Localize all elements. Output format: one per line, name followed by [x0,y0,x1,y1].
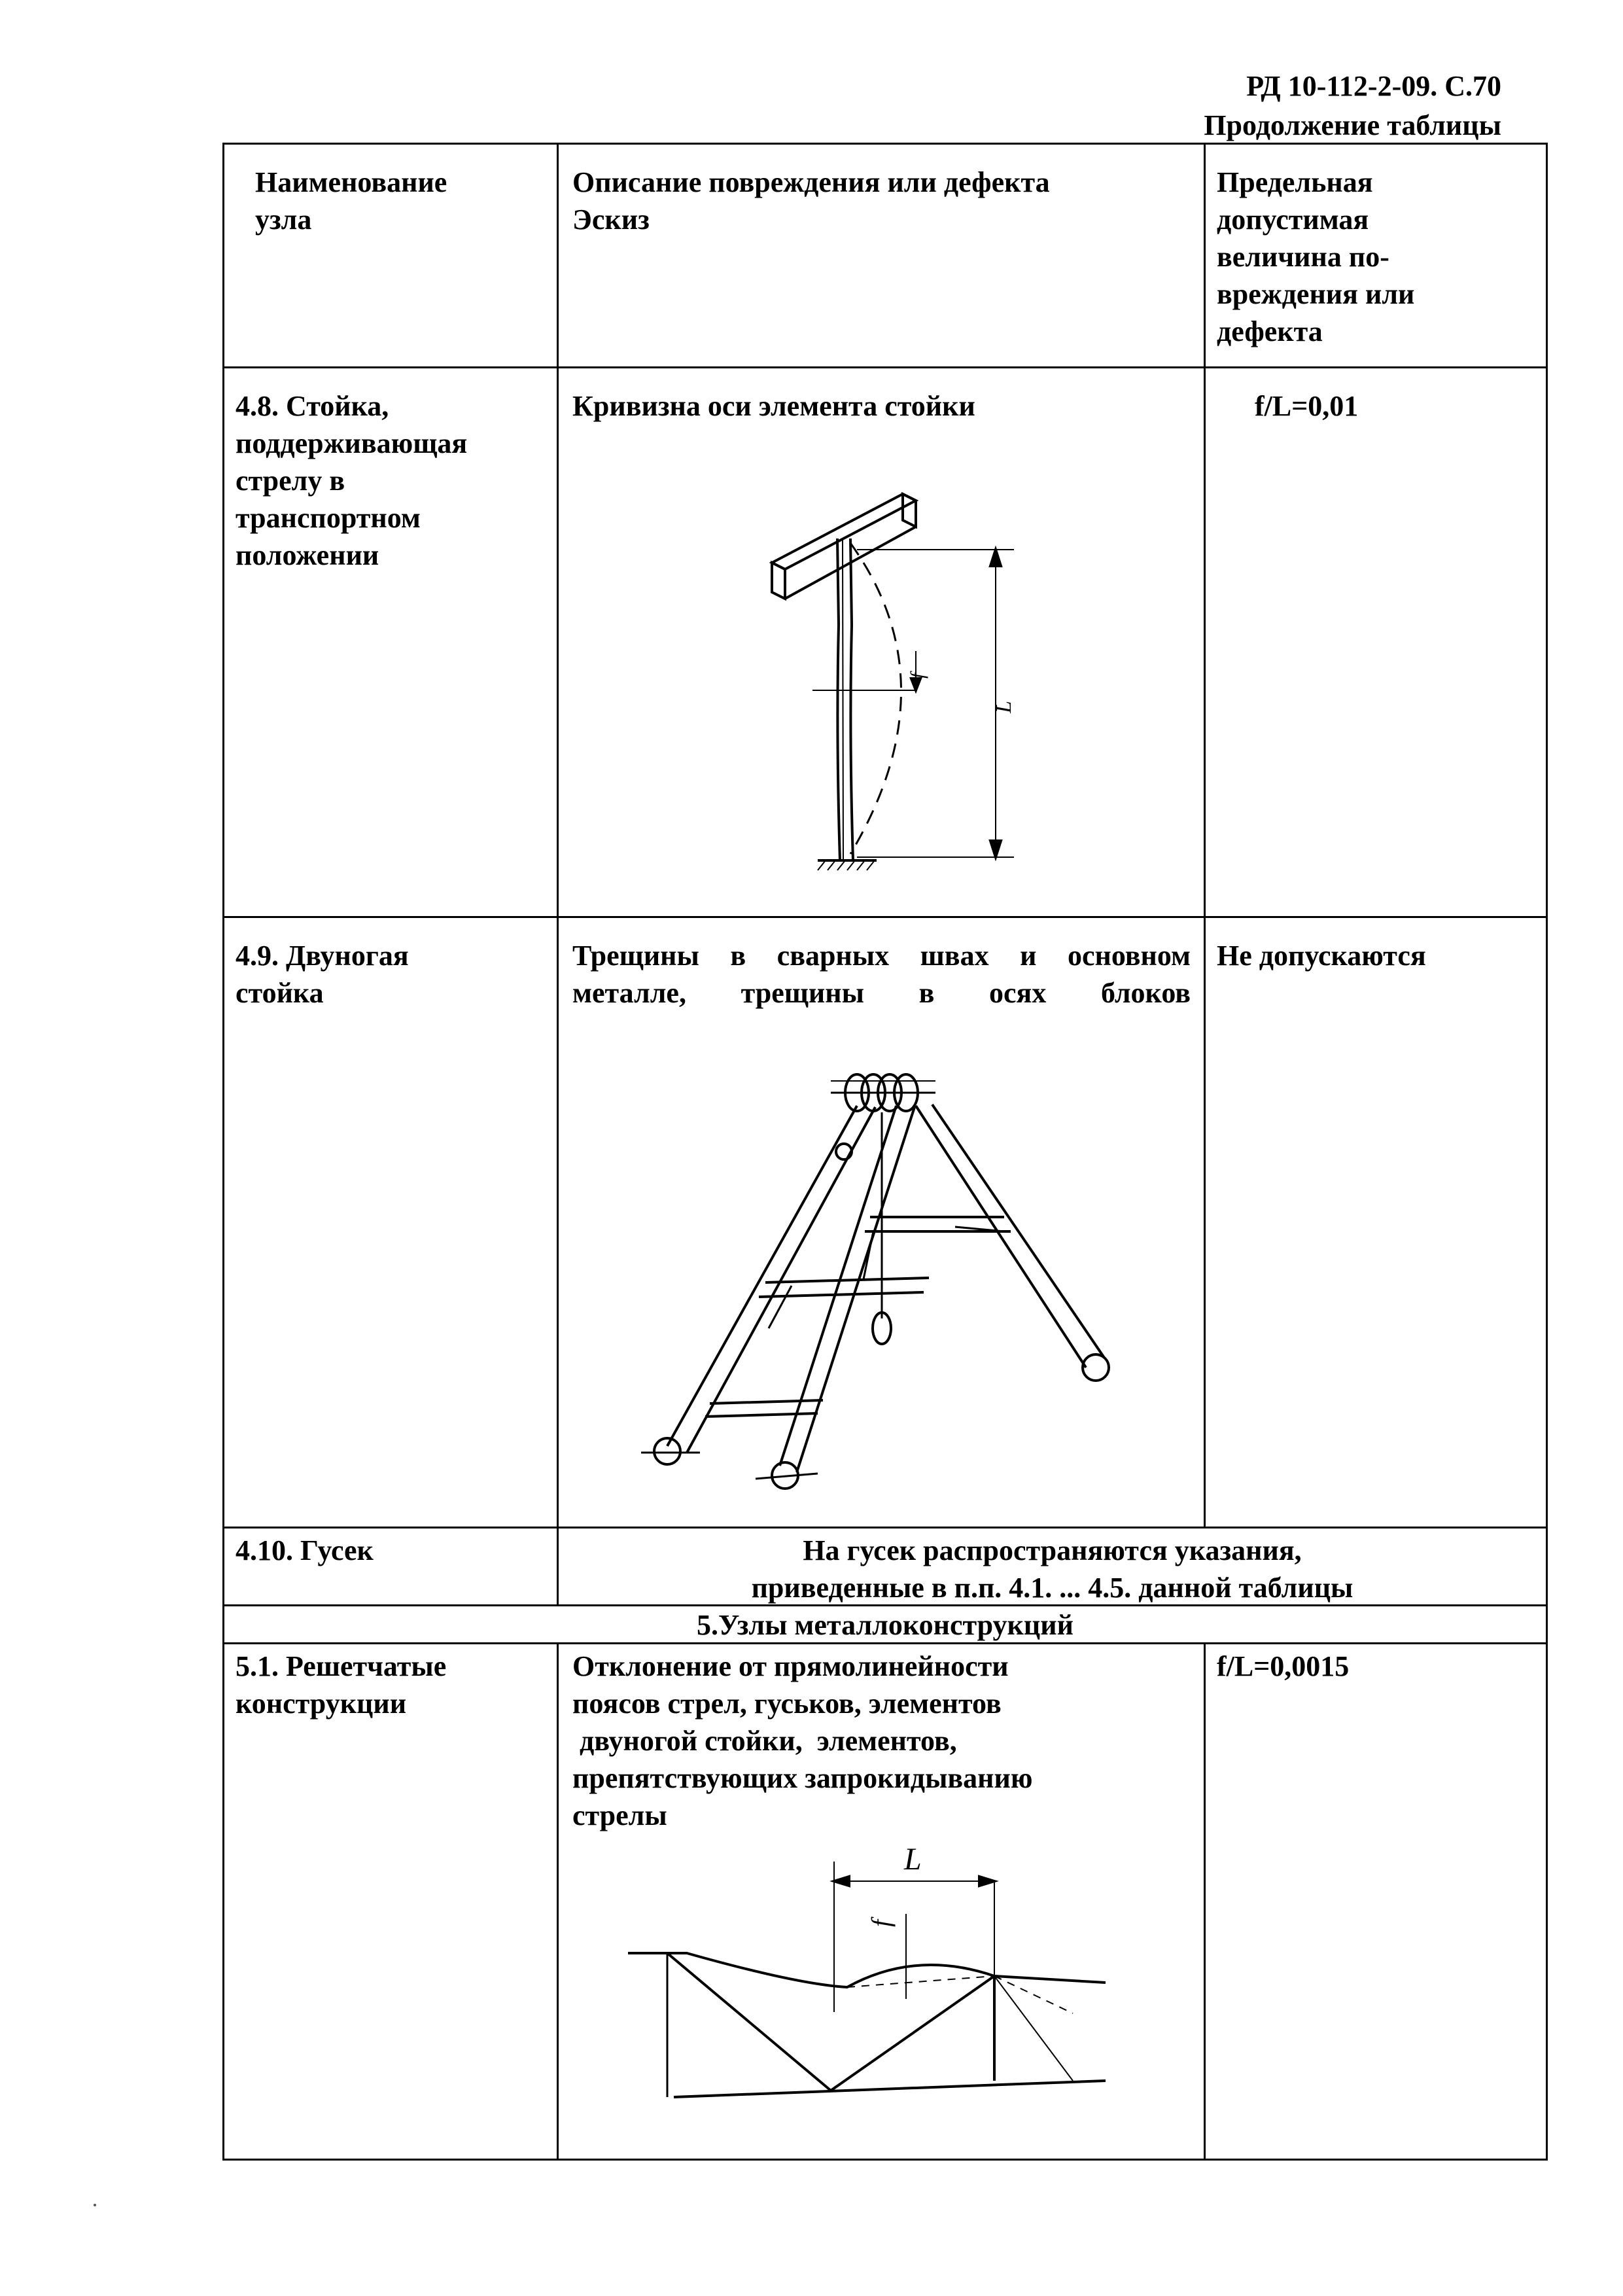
table-border-left [222,143,224,2161]
row-4-9-limit: Не допускаются [1217,940,1426,972]
sketch-label-f: f [907,673,928,679]
row-divider [222,1527,1548,1528]
row-4-9-sketch [628,1060,1151,1511]
column-divider [1204,143,1206,1528]
column-divider [557,143,559,1606]
section-5-title: 5.Узлы металлоконструкций [697,1609,1073,1641]
scan-speck [94,2204,96,2206]
row-5-1-limit: f/L=0,0015 [1217,1650,1350,1682]
header-limit-value: Предельная допустимая величина по- вреждения или дефекта [1217,166,1415,347]
header-node-name: Наименование узла [255,166,447,236]
sketch-label-L: L [992,701,1016,713]
table-continuation-label: Продолжение таблицы [1204,109,1501,141]
row-4-8-limit: f/L=0,01 [1255,390,1359,422]
row-4-8-description: Кривизна оси элемента стойки [572,390,975,422]
row-4-10-node: 4.10. Гусек [236,1534,374,1566]
table-border-right [1546,143,1548,2161]
row-4-8-sketch [752,474,1053,880]
header-description: Описание повреждения или дефекта Эскиз [572,166,1050,236]
table-border-top [222,143,1548,145]
row-4-8-node: 4.8. Стойка, поддерживающая стрелу в транспортном положении [236,390,468,571]
row-4-10-description: На гусек распространяются указания, приведенные в п.п. 4.1. ... 4.5. данной таблицы [751,1534,1353,1604]
table-border-bottom [222,2159,1548,2161]
column-divider [1204,1642,1206,2161]
row-divider [222,916,1548,918]
sketch-label-L: L [904,1842,922,1877]
row-5-1-description: Отклонение от прямолинейности поясов стрел, гуськов, элементов двуногой стойки, элементов, препятствующих запрокидыванию стрелы [572,1650,1033,1831]
row-5-1-sketch [615,1842,1125,2110]
row-5-1-node: 5.1. Решетчатые конструкции [236,1650,447,1720]
document-reference: РД 10-112-2-09. С.70 [1246,70,1501,102]
row-divider [222,366,1548,368]
column-divider [557,1642,559,2161]
row-4-9-description: Трещины в сварных швах и основном металле, трещины в осях блоков [572,940,1191,1009]
sketch-label-f: f [866,1919,896,1927]
row-4-9-node: 4.9. Двуногая стойка [236,940,409,1009]
